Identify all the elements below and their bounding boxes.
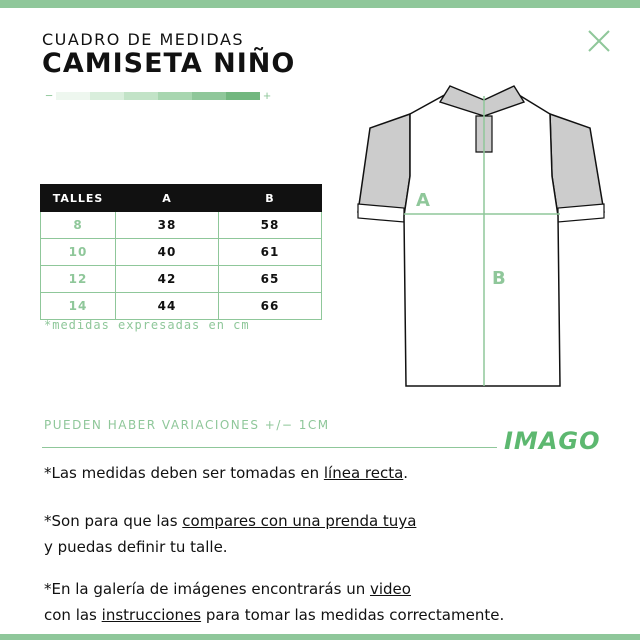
close-icon[interactable] [586, 28, 612, 54]
scale-segment [56, 92, 90, 100]
table-row [41, 212, 322, 239]
shirt-diagram [352, 80, 612, 400]
table-header-row [41, 185, 322, 212]
table-cell: 61 [219, 239, 322, 266]
table-row [41, 266, 322, 293]
table-row [41, 239, 322, 266]
instruction-text: *Son para que las [44, 512, 183, 530]
label-b: B [492, 268, 506, 289]
right-sleeve [550, 114, 604, 216]
table-header: A [116, 185, 219, 212]
table-cell: 65 [219, 266, 322, 293]
label-a: A [416, 190, 430, 211]
instruction-1 [44, 460, 408, 486]
chart-subtitle: CUADRO DE MEDIDAS [42, 30, 245, 49]
instruction-text: *Las medidas deben ser tomadas en [44, 464, 324, 482]
divider-line [42, 447, 497, 448]
instruction-link[interactable]: línea recta [323, 464, 404, 482]
table-cell: 66 [219, 293, 322, 320]
bottom-accent-bar [0, 634, 640, 640]
table-cell: 40 [116, 239, 219, 266]
left-sleeve [358, 114, 410, 216]
table-header: TALLES [41, 185, 116, 212]
instruction-text: . [403, 464, 409, 482]
scale-segment [124, 92, 158, 100]
size-scale [42, 88, 274, 103]
table-cell: 42 [116, 266, 219, 293]
scale-segment [158, 92, 192, 100]
table-cell: 12 [41, 266, 116, 293]
table-row [41, 293, 322, 320]
table-cell: 10 [41, 239, 116, 266]
instruction-text: para tomar las medidas correctamente. [201, 606, 505, 624]
brand-logo: IMAGO [504, 427, 601, 455]
scale-plus: + [263, 88, 271, 103]
units-note: *medidas expresadas en cm [44, 318, 250, 332]
instruction-text: y puedas definir tu talle. [44, 538, 228, 556]
table-cell: 38 [116, 212, 219, 239]
size-table [40, 184, 322, 320]
page-title: CAMISETA NIÑO [42, 48, 296, 79]
scale-segment [226, 92, 260, 100]
instruction-link[interactable]: video [369, 580, 411, 598]
instruction-text: con las [44, 606, 102, 624]
instruction-2 [44, 508, 416, 560]
scale-segment [192, 92, 226, 100]
instruction-link[interactable]: instrucciones [101, 606, 202, 624]
instruction-link[interactable]: compares con una prenda tuya [182, 512, 417, 530]
table-cell: 8 [41, 212, 116, 239]
variation-note: PUEDEN HABER VARIACIONES +/− 1CM [44, 418, 330, 432]
table-header: B [219, 185, 322, 212]
table-cell: 44 [116, 293, 219, 320]
scale-segment [90, 92, 124, 100]
instruction-text: *En la galería de imágenes encontrarás un [44, 580, 370, 598]
top-accent-bar [0, 0, 640, 8]
instruction-3 [44, 576, 504, 628]
table-cell: 14 [41, 293, 116, 320]
table-cell: 58 [219, 212, 322, 239]
scale-minus: − [45, 88, 53, 103]
